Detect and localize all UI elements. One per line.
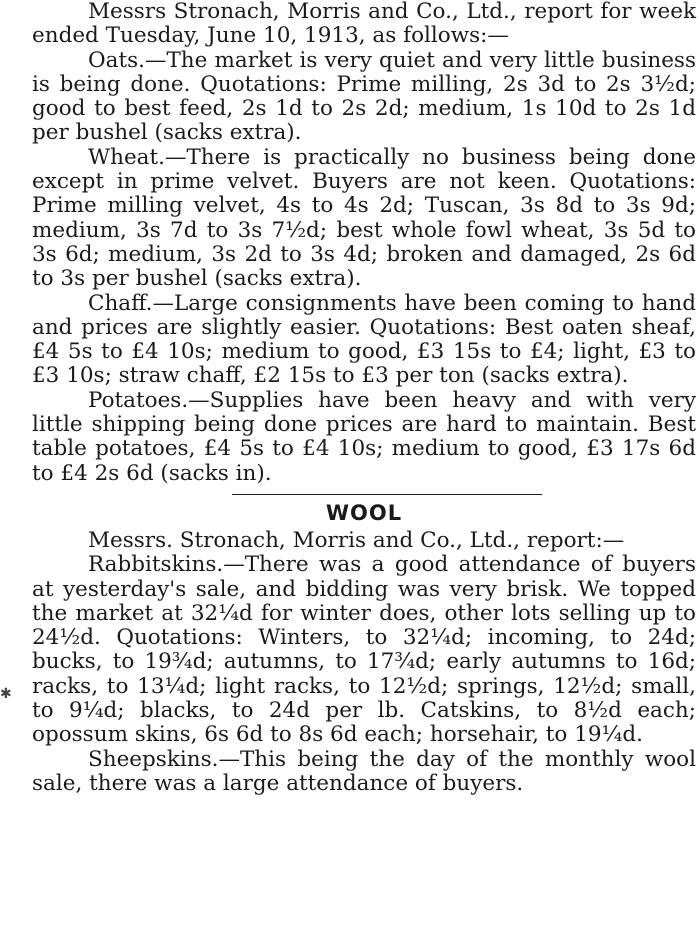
wheat-paragraph: Wheat.—There is practically no business being done except in prime velvet. Buyers are not keen. Quotations: Prime milling velvet, 4s to 4s 2d; Tuscan, 3s 8d to 3s 9d; medium, 3s 7d to 3s 7½d; best whole fowl wheat, 3s 5d to 3s 6d; medium, 3s 2d to 3s 4d; broken and damaged, 2s 6d to 3s per bushel (sacks extra). [32,144,696,292]
wool-heading: WOOL [325,500,403,525]
wool-intro: Messrs. Stronach, Morris and Co., Ltd., report:— [88,527,625,553]
oats-paragraph: Oats.—The market is very quiet and very little business is being done. Quotations: Prime milling, 2s 3d to 2s 3½d; good to best feed, 2s 1d to 2s 2d; medium, 1s 10d to 2s 1d per bushel (sacks extra). [32,47,696,146]
potatoes-paragraph: Potatoes.—Supplies have been heavy and with very little shipping being done prices are hard to maintain. Best table potatoes, £4 5s to £4 10s; medium to good, £3 17s 6d to £4 2s 6d (sacks in). [32,387,696,486]
sheepskins-paragraph: Sheepskins.—This being the day of the monthly wool sale, there was a large attendance of buyers. [32,746,696,796]
section-divider [232,494,542,495]
rabbitskins-paragraph: Rabbitskins.—There was a good attendance of buyers at yesterday's sale, and bidding was very brisk. We topped the market at 32¼d for winter does, other lots selling up to 24½d. Quotations: Winters, to 32¼d; incoming, to 24d; bucks, to 19¾d; autumns, to 17¾d; early autumns to 16d; racks, to 13¼d; light racks, to 12½d; springs, 12½d; small, to 9¼d; blacks, to 24d per lb. Catskins, to 8½d each; opossum skins, 6s 6d to 8s 6d each; horsehair, to 19¼d. [32,552,696,748]
report-intro: Messrs Stronach, Morris and Co., Ltd., report for week ended Tuesday, June 10, 1913, as follows:— [32,0,696,49]
margin-mark-icon: ✱ [0,686,12,702]
chaff-paragraph: Chaff.—Large consignments have been coming to hand and prices are slightly easier. Quotations: Best oaten sheaf, £4 5s to £4 10s; medium to good, £3 15s to £4; light, £3 to £3 10s; straw chaff, £2 15s to £3 per ton (sacks extra). [32,290,696,389]
